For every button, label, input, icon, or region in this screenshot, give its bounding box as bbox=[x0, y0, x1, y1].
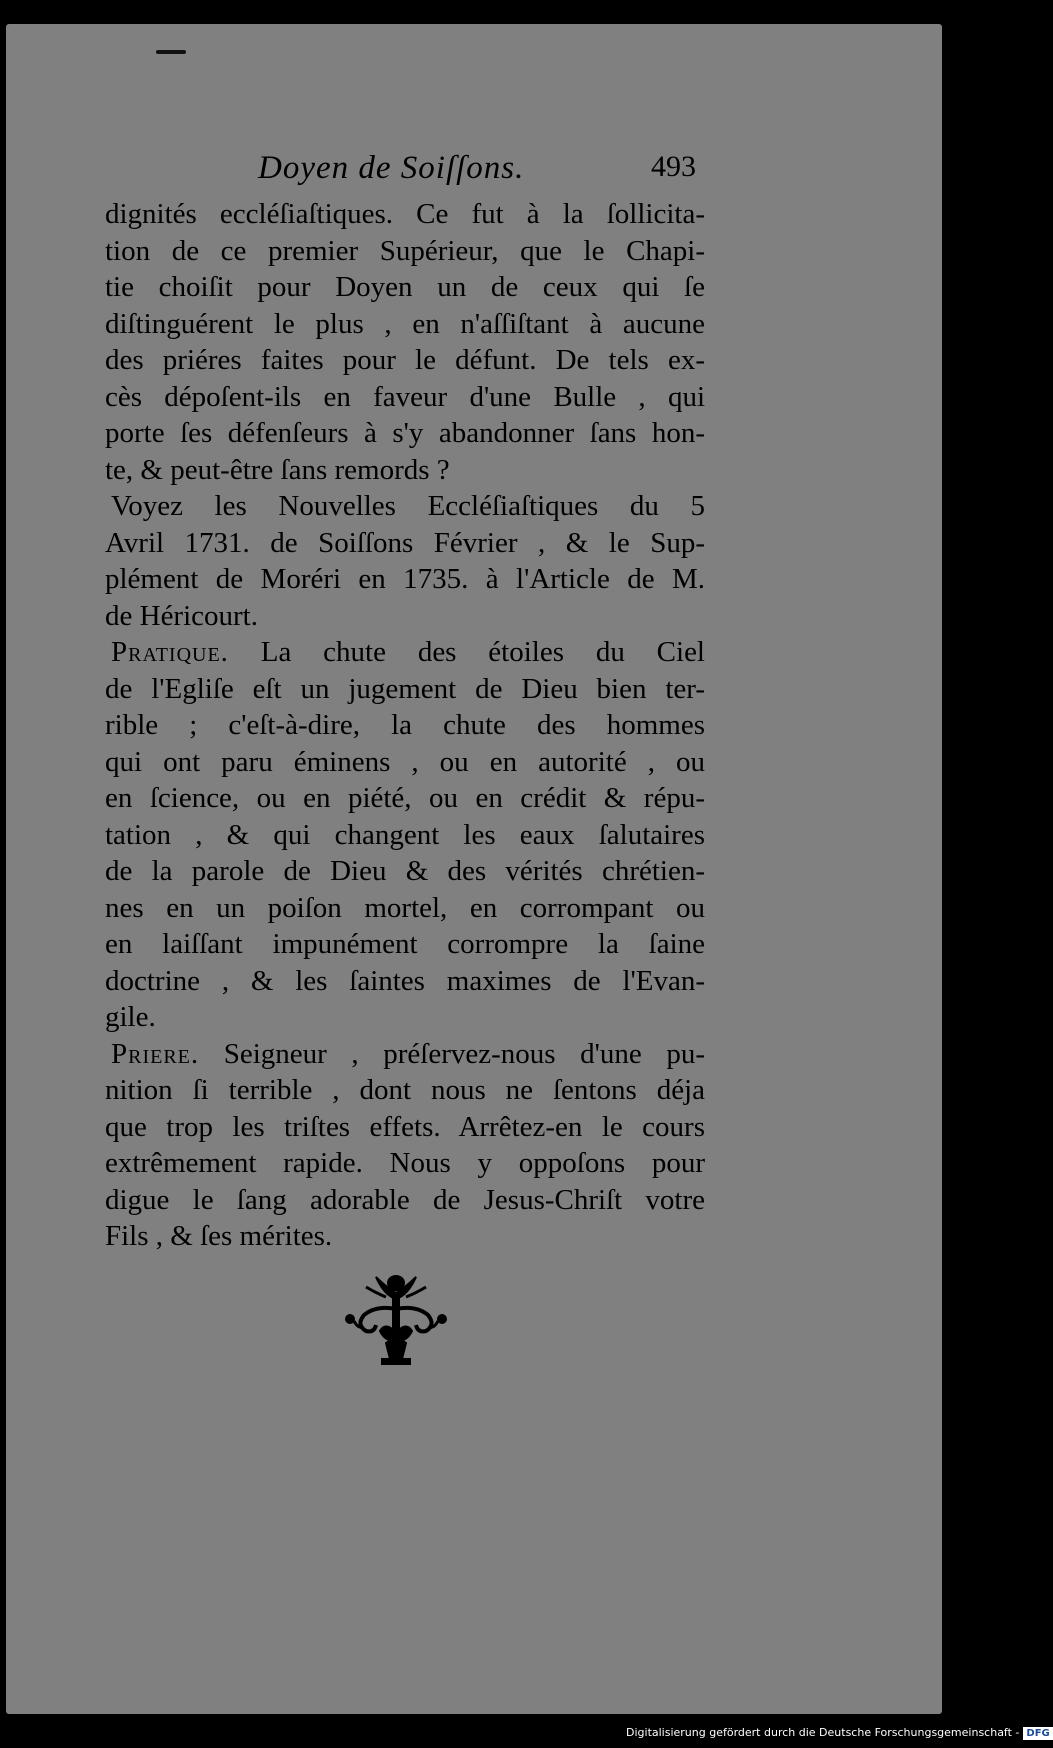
paragraph-1 bbox=[105, 196, 705, 488]
text-line: de la parole de Dieu & des vérités chrétien- bbox=[105, 855, 705, 887]
page-text bbox=[105, 196, 705, 1255]
text-line: extrêmement rapide. Nous y oppoſons pour bbox=[105, 1147, 705, 1179]
digitization-credit bbox=[626, 1726, 1053, 1740]
pratique-text: La chute des étoiles du Ciel bbox=[228, 636, 705, 668]
priere-label: Priere. bbox=[111, 1037, 200, 1070]
text-line: dignités eccléſiaſtiques. Ce fut à la ſollicita- bbox=[105, 198, 705, 230]
page-mark bbox=[156, 50, 186, 54]
text-line: plément de Moréri en 1735. à l'Article de M. bbox=[105, 563, 705, 595]
running-title: Doyen de Soiſſons. bbox=[258, 150, 525, 186]
text-line: que trop les triſtes effets. Arrêtez-en le cours bbox=[105, 1110, 705, 1143]
credit-text: Digitalisierung gefördert durch die Deutsche Forschungsgemeinschaft - bbox=[626, 1726, 1020, 1739]
text-line: rible ; c'eſt-à-dire, la chute des hommes bbox=[105, 709, 705, 741]
paragraph-priere bbox=[105, 1036, 705, 1255]
text-line: de Héricourt. bbox=[105, 599, 258, 632]
paragraph-2 bbox=[105, 488, 705, 634]
page-number: 493 bbox=[651, 150, 696, 183]
text-line: nes en un poiſon mortel, en corrompant ou bbox=[105, 891, 705, 924]
text-line: tation , & qui changent les eaux ſalutaires bbox=[105, 818, 705, 851]
text-line: en laiſſant impunément corrompre la ſaine bbox=[105, 928, 705, 960]
text-line bbox=[105, 1036, 705, 1073]
priere-text: Seigneur , préſervez-nous d'une pu- bbox=[199, 1037, 705, 1070]
dfg-logo: DFG bbox=[1023, 1727, 1052, 1740]
text-line: Fils , & ſes mérites. bbox=[105, 1220, 333, 1252]
text-line: gile. bbox=[105, 1001, 156, 1033]
paragraph-pratique bbox=[105, 634, 705, 1036]
text-line: de l'Egliſe eſt un jugement de Dieu bien ter- bbox=[105, 672, 705, 705]
text-line: tie choiſit pour Doyen un de ceux qui ſe bbox=[105, 271, 705, 303]
book-page bbox=[6, 24, 942, 1714]
fleuron-ornament-icon bbox=[336, 1269, 456, 1369]
text-line: Voyez les Nouvelles Eccléſiaſtiques du 5 bbox=[111, 490, 705, 522]
text-line: nition ſi terrible , dont nous ne ſentons déja bbox=[105, 1074, 705, 1106]
text-line: Avril 1731. de Soiſſons Février , & le Sup- bbox=[105, 526, 705, 559]
text-line: cès dépoſent-ils en faveur d'une Bulle , qui bbox=[105, 380, 705, 413]
page-header bbox=[106, 150, 706, 200]
text-line bbox=[105, 634, 705, 671]
text-line: qui ont paru éminens , ou en autorité , ou bbox=[105, 745, 705, 778]
text-line: digue le ſang adorable de Jesus-Chriſt votre bbox=[105, 1183, 705, 1216]
text-line: en ſcience, ou en piété, ou en crédit & répu- bbox=[105, 782, 705, 814]
text-line: des priéres faites pour le défunt. De tels ex- bbox=[105, 344, 705, 376]
pratique-label: Pratique. bbox=[111, 636, 229, 668]
text-line: tion de ce premier Supérieur, que le Chapi- bbox=[105, 234, 705, 267]
text-line: diſtinguérent le plus , en n'aſſiſtant à aucune bbox=[105, 307, 705, 340]
text-line: te, & peut-être ſans remords ? bbox=[105, 453, 450, 486]
text-line: doctrine , & les ſaintes maximes de l'Evan- bbox=[105, 964, 705, 997]
text-line: porte ſes défenſeurs à s'y abandonner ſans hon- bbox=[105, 417, 705, 449]
